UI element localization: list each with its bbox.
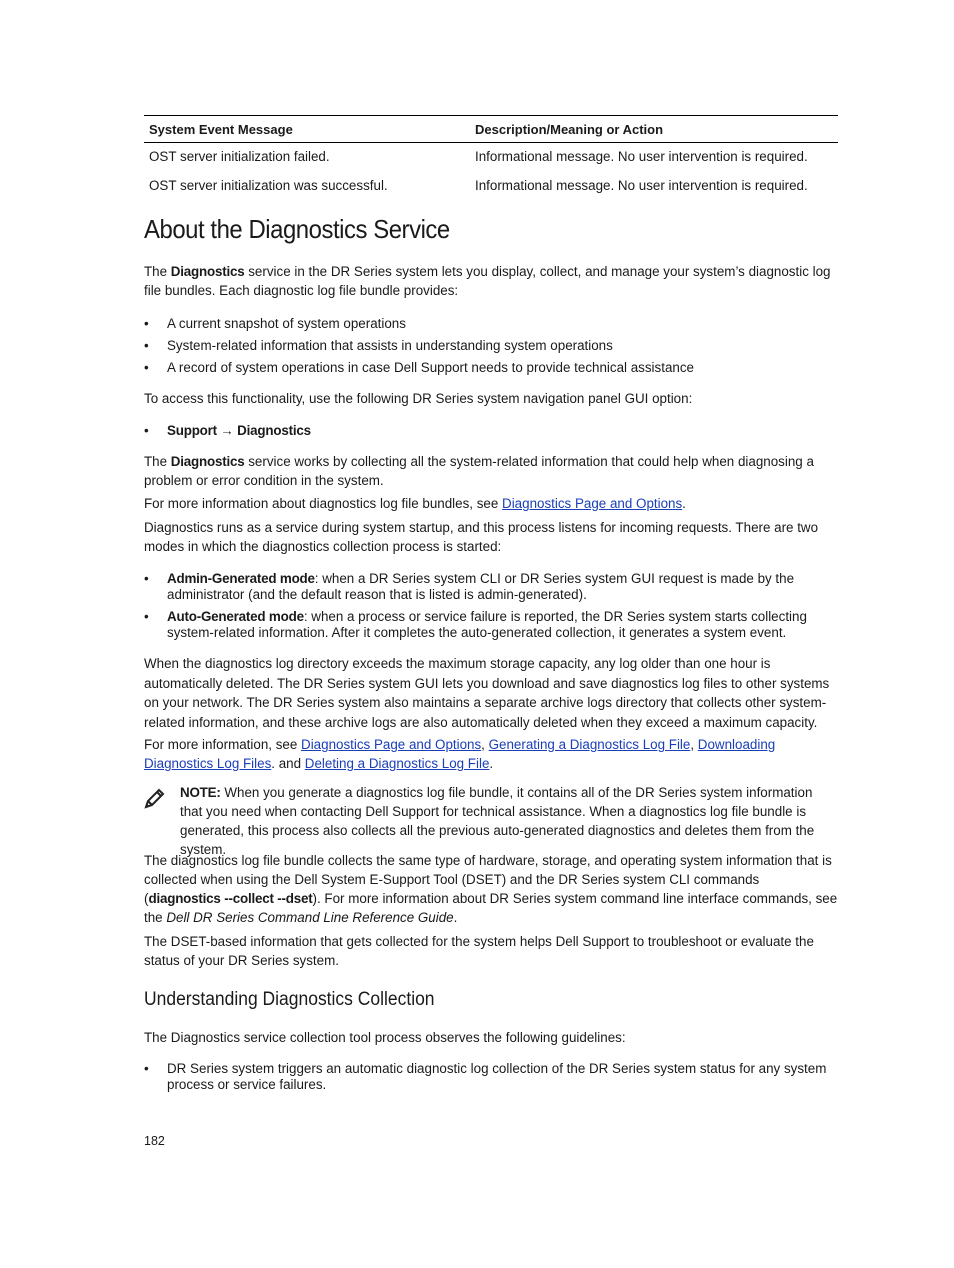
subsection-heading: Understanding Diagnostics Collection — [144, 989, 435, 1010]
dset-info-paragraph: The DSET-based information that gets collected for the system helps Dell Support to troubleshoot or evaluate the status of your DR Series system. — [144, 934, 814, 968]
dset-paragraph — [144, 851, 838, 927]
table-cell: Informational message. No user intervention is required. — [475, 149, 808, 164]
text-span: For more information about diagnostics log file bundles, see — [144, 496, 503, 511]
list-item — [144, 571, 838, 603]
table-row — [144, 172, 838, 201]
generating-log-file-link[interactable]: Generating a Diagnostics Log File — [488, 737, 691, 752]
works-paragraph — [144, 452, 838, 490]
guide-title: Dell DR Series Command Line Reference Guide — [166, 910, 454, 925]
table-cell: OST server initialization failed. — [149, 149, 330, 164]
list-item: • DR Series system triggers an automatic diagnostic log collection of the DR Series system status for any system process or service failures. — [144, 1061, 838, 1093]
note-text — [180, 783, 838, 859]
more-info-paragraph — [144, 494, 838, 513]
ui-term: Diagnostics — [170, 454, 245, 469]
mode-name: Admin-Generated mode — [167, 571, 315, 586]
text-span: : when a DR Series system CLI or DR Series system GUI request is made by the administrator (and the default reason that is listed is admin-generated). — [167, 571, 795, 602]
table-cell: OST server initialization was successful. — [149, 178, 388, 193]
list-item — [144, 609, 838, 641]
page-number: 182 — [144, 1134, 165, 1148]
table-header-cell: System Event Message — [144, 116, 470, 143]
navigation-list — [144, 421, 838, 440]
list-item: • A current snapshot of system operations — [144, 313, 838, 335]
section-heading: About the Diagnostics Service — [144, 214, 450, 244]
text-span: service works by collecting all the system-related information that could help when diagnosing a problem or error condition in the system. — [144, 454, 814, 488]
diagnostics-page-link[interactable]: Diagnostics Page and Options — [502, 496, 683, 511]
list-item: • A record of system operations in case Dell Support needs to provide technical assistance — [144, 357, 838, 379]
deleting-log-file-link[interactable]: Deleting a Diagnostics Log File — [304, 756, 490, 771]
table-header-cell: Description/Meaning or Action — [470, 116, 838, 143]
intro-paragraph — [144, 262, 838, 300]
diagnostics-page-link[interactable]: Diagnostics Page and Options — [301, 737, 482, 752]
table-cell: Informational message. No user intervention is required. — [475, 178, 808, 193]
log-directory-paragraph: When the diagnostics log directory exceeds the maximum storage capacity, any log older than one hour is automatically deleted. The DR Series system GUI lets you download and save diagnostics log files to other systems on your network. The DR Series system also maintains a separate archive logs directory that collects other system-related information, and these archive logs are also automatically deleted when they exceed a maximum capacity. — [144, 656, 830, 730]
table-row — [144, 143, 838, 173]
related-links-paragraph — [144, 735, 838, 773]
text-span: . — [489, 756, 494, 771]
bundle-contents-list — [144, 313, 838, 379]
text-span: The — [144, 264, 171, 279]
modes-intro-paragraph: Diagnostics runs as a service during system startup, and this process listens for incoming requests. There are two modes in which the diagnostics collection process is started: — [144, 520, 819, 554]
pencil-note-icon — [144, 787, 166, 809]
guidelines-list — [144, 1061, 838, 1093]
text-span: . — [453, 910, 458, 925]
list-item — [144, 421, 838, 440]
downloading-log-files-link[interactable]: Downloading Diagnostics Log Files — [144, 737, 776, 771]
cli-command: diagnostics --collect --dset — [148, 891, 313, 906]
text-span: : when a process or service failure is reported, the DR Series system starts collecting system-related information. After it completes the auto-generated collection, it generates a system event. — [167, 609, 807, 640]
access-paragraph: To access this functionality, use the following DR Series system navigation panel GUI option: — [144, 391, 693, 406]
text-span: , — [481, 737, 489, 752]
note-label: NOTE: — [180, 785, 221, 800]
table-header-row — [144, 116, 838, 143]
nav-path: Support → Diagnostics — [167, 423, 311, 438]
text-span: . and — [271, 756, 305, 771]
modes-list — [144, 571, 838, 641]
text-span: The — [144, 454, 171, 469]
text-span: For more information, see — [144, 737, 302, 752]
text-span: service in the DR Series system lets you display, collect, and manage your system’s diagnostic log file bundles. Each diagnostic log file bundle provides: — [144, 264, 831, 298]
list-item: • System-related information that assists in understanding system operations — [144, 335, 838, 357]
note-callout — [144, 783, 838, 859]
text-span: , — [690, 737, 698, 752]
ui-term: Diagnostics — [170, 264, 245, 279]
system-event-table — [144, 115, 838, 201]
text-span: The diagnostics log file bundle collects the same type of hardware, storage, and operating system information that is collected when using the Dell System E-Support Tool (DSET) and the DR Series system CLI commands ( — [144, 853, 832, 906]
text-span: ). For more information about DR Series system command line interface commands, see the — [144, 891, 838, 925]
text-span: When you generate a diagnostics log file bundle, it contains all of the DR Series system information that you need when contacting Dell Support for technical assistance. When a diagnostics log file bundle is generated, this process also collects all the previous auto-generated diagnostics and deletes them from the system. — [180, 785, 815, 857]
mode-name: Auto-Generated mode — [167, 609, 304, 624]
guidelines-paragraph: The Diagnostics service collection tool process observes the following guidelines: — [144, 1030, 626, 1045]
text-span: . — [682, 496, 686, 511]
